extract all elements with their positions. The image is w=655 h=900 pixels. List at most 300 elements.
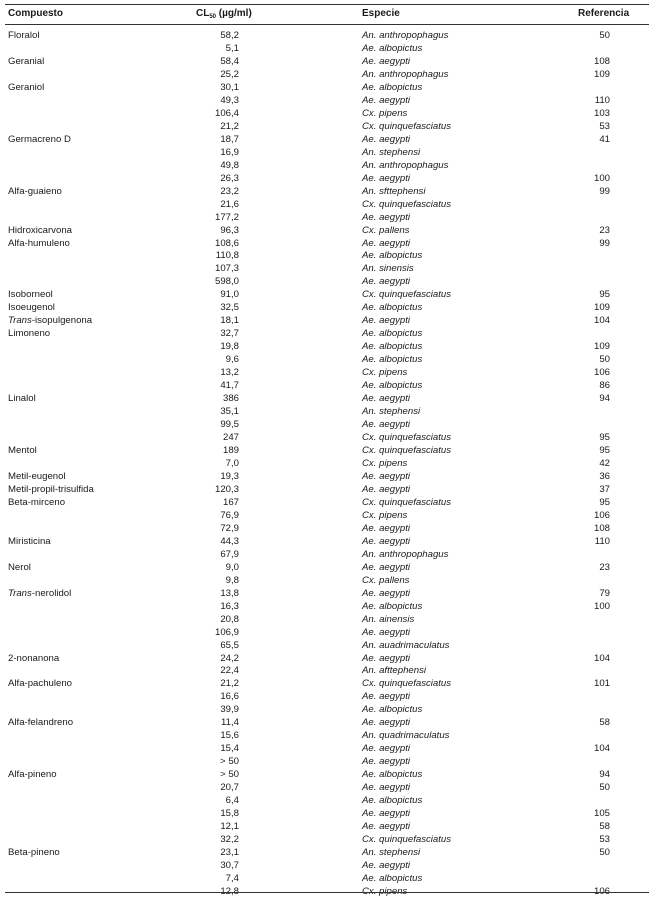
- reference-cell: 108: [593, 522, 610, 534]
- column-header-species: Especie: [362, 8, 400, 19]
- cl50-cell: 20,7: [220, 782, 239, 794]
- cl50-cell: 41,7: [220, 380, 239, 392]
- table-row: [0, 42, 655, 55]
- cl50-cell: 106,9: [214, 626, 239, 638]
- compound-name: Floralol: [8, 30, 40, 41]
- species-cell: Cx. pallens: [362, 224, 410, 236]
- cl50-cell: 12,1: [220, 821, 239, 833]
- cl50-cell: 108,6: [214, 237, 239, 249]
- species-cell: Ae. albopictus: [362, 341, 423, 353]
- reference-cell: 105: [593, 808, 610, 820]
- cl50-cell: 386: [222, 393, 239, 405]
- compound-name: Isoeugenol: [8, 302, 55, 314]
- table-row: [0, 159, 655, 172]
- cl50-cell: 167: [222, 496, 239, 508]
- cl50-cell: 16,9: [220, 146, 239, 158]
- species-cell: Ae. aegypti: [362, 94, 411, 106]
- species-cell: Cx. pipens: [362, 367, 408, 379]
- table-row: [0, 781, 655, 794]
- species-cell: Ae. aegypti: [362, 535, 411, 547]
- species-cell: Ae. aegypti: [362, 211, 411, 223]
- table-row: [0, 768, 655, 781]
- compound-name: Miristicina: [8, 535, 51, 547]
- table-row: [0, 470, 655, 483]
- species-cell: An. anthropophagus: [362, 30, 449, 41]
- table-row: [0, 677, 655, 690]
- cl50-cell: 120,3: [214, 483, 239, 495]
- compound-cell: [8, 846, 60, 859]
- table-row: [0, 185, 655, 198]
- species-cell: Ae. aegypti: [362, 743, 411, 755]
- species-cell: Ae. albopictus: [362, 302, 423, 314]
- cl50-cell: 18,1: [220, 315, 239, 327]
- table-row: [0, 639, 655, 652]
- cl50-cell: 23,1: [220, 847, 239, 859]
- compound-name: Mentol: [8, 445, 37, 456]
- cl50-cell: 598,0: [214, 276, 239, 288]
- cl50-cell: 16,3: [220, 600, 239, 612]
- species-cell: Cx. quinquefasciatus: [362, 289, 452, 301]
- reference-cell: 106: [593, 367, 610, 379]
- cl50-cell: 67,9: [220, 548, 239, 560]
- compound-cell: [8, 768, 57, 781]
- table-row: [0, 172, 655, 185]
- compound-name: Alfa-guaieno: [8, 185, 62, 197]
- compound-name: Geraniol: [8, 81, 45, 93]
- species-cell: Ae. aegypti: [362, 821, 411, 833]
- table-row: [0, 379, 655, 392]
- species-cell: Cx. quinquefasciatus: [362, 120, 452, 132]
- cl-header-unit: (µg/ml): [216, 8, 252, 19]
- species-cell: An. stephensi: [362, 146, 421, 158]
- table-row: [0, 237, 655, 250]
- table-row: [0, 29, 655, 42]
- table-row: [0, 431, 655, 444]
- species-cell: Ae. albopictus: [362, 328, 423, 340]
- compound-name: 2-nonanona: [8, 652, 60, 664]
- species-cell: Ae. albopictus: [362, 81, 423, 93]
- cl50-cell: 24,2: [220, 652, 239, 664]
- compound-cell: [8, 444, 37, 457]
- cl50-cell: 99,5: [220, 419, 239, 431]
- cl50-cell: 177,2: [214, 211, 239, 223]
- cl50-cell: 18,7: [220, 133, 239, 145]
- cl50-cell: 11,4: [221, 717, 239, 729]
- reference-cell: 95: [599, 289, 610, 301]
- compound-name: Beta-mirceno: [8, 496, 66, 508]
- cl50-cell: 65,5: [220, 639, 239, 651]
- table-row: [0, 327, 655, 340]
- reference-cell: 50: [599, 30, 610, 41]
- cl50-cell: > 50: [220, 769, 239, 781]
- table-row: [0, 535, 655, 548]
- compound-cell: [8, 652, 59, 665]
- species-cell: Ae. albopictus: [362, 872, 423, 884]
- cl50-cell: 15,4: [220, 743, 239, 755]
- reference-cell: 42: [599, 457, 610, 469]
- species-cell: An. sinensis: [362, 263, 414, 275]
- cl50-cell: 32,7: [220, 328, 239, 340]
- table-row: [0, 120, 655, 133]
- species-cell: Ae. aegypti: [362, 276, 411, 288]
- cl50-cell: 6,4: [225, 795, 239, 807]
- compound-cell: [8, 81, 44, 94]
- compound-cell: [8, 55, 44, 68]
- table-row: [0, 794, 655, 807]
- species-cell: Cx. quinquefasciatus: [362, 496, 452, 508]
- table-row: [0, 107, 655, 120]
- table-row: [0, 496, 655, 509]
- cl50-cell: 23,2: [220, 185, 239, 197]
- species-cell: Cx. pipens: [362, 107, 408, 119]
- cl50-cell: 107,3: [214, 263, 239, 275]
- cl50-cell: 91,0: [220, 289, 239, 301]
- species-cell: Cx. quinquefasciatus: [362, 432, 452, 444]
- table-row: [0, 275, 655, 288]
- compound-name: Alfa-humuleno: [8, 237, 70, 249]
- compound-cell: [8, 535, 51, 548]
- reference-cell: 36: [599, 470, 610, 482]
- species-cell: An. auadrimaculatus: [362, 639, 450, 651]
- species-cell: An. anthropophagus: [362, 68, 449, 80]
- table-row: [0, 859, 655, 872]
- table-row: [0, 198, 655, 211]
- table-row: [0, 301, 655, 314]
- species-cell: An. ainensis: [362, 613, 415, 625]
- species-cell: Ae. aegypti: [362, 626, 411, 638]
- species-cell: Ae. aegypti: [362, 691, 411, 703]
- cl50-cell: 26,3: [220, 172, 239, 184]
- reference-cell: 109: [593, 341, 610, 353]
- species-cell: An. anthropophagus: [362, 548, 449, 560]
- table-row: [0, 807, 655, 820]
- species-cell: Cx. quinquefasciatus: [362, 198, 452, 210]
- species-cell: Ae. aegypti: [362, 470, 411, 482]
- cl50-cell: 44,3: [220, 535, 239, 547]
- table-body: [0, 29, 655, 898]
- table-row: [0, 81, 655, 94]
- table-row: [0, 574, 655, 587]
- cl50-cell: 19,8: [220, 341, 239, 353]
- cl50-cell: 9,8: [225, 574, 239, 586]
- table-top-rule: [5, 4, 649, 5]
- compound-cell: [8, 496, 65, 509]
- species-cell: Ae. albopictus: [362, 42, 423, 54]
- species-cell: Ae. aegypti: [362, 652, 411, 664]
- species-cell: Ae. aegypti: [362, 419, 411, 431]
- compound-name: Beta-pineno: [8, 847, 60, 859]
- compound-name: Isoborneol: [8, 289, 53, 301]
- species-cell: Ae. aegypti: [362, 717, 411, 729]
- species-cell: Ae. aegypti: [362, 561, 411, 573]
- cl50-cell: 58,4: [220, 55, 239, 67]
- reference-cell: 104: [593, 652, 610, 664]
- compound-name: Germacreno D: [8, 133, 71, 145]
- compound-name: -isopulgenona: [31, 315, 93, 327]
- compound-cell: [8, 29, 39, 42]
- reference-cell: 95: [599, 445, 610, 456]
- compound-name: Alfa-pachuleno: [8, 678, 73, 690]
- compound-cell: [8, 677, 72, 690]
- cl50-cell: 13,8: [220, 587, 239, 599]
- reference-cell: 37: [599, 483, 610, 495]
- reference-cell: 79: [599, 587, 610, 599]
- reference-cell: 50: [599, 847, 610, 859]
- cl-header-subscript: 50: [209, 14, 217, 20]
- reference-cell: 106: [593, 509, 610, 521]
- cl50-cell: 49,8: [220, 159, 239, 171]
- cl50-cell: 189: [222, 445, 239, 456]
- table-row: [0, 146, 655, 159]
- cl50-cell: 25,2: [220, 68, 239, 80]
- cl50-cell: 30,7: [220, 860, 239, 871]
- compound-cell: [8, 716, 73, 729]
- cl50-cell: 58,2: [220, 30, 239, 41]
- cl50-cell: 32,5: [220, 302, 239, 314]
- table-row: [0, 587, 655, 600]
- table-row: [0, 613, 655, 626]
- table-row: [0, 729, 655, 742]
- cl50-cell: 15,6: [220, 730, 239, 742]
- reference-cell: 86: [599, 380, 610, 392]
- reference-cell: 50: [599, 782, 610, 794]
- cl50-cell: 21,2: [220, 120, 239, 132]
- table-row: [0, 392, 655, 405]
- species-cell: An. sfttephensi: [362, 185, 426, 197]
- cl50-cell: 15,8: [220, 808, 239, 820]
- species-cell: Ae. aegypti: [362, 315, 411, 327]
- compound-cell: [8, 237, 70, 250]
- cl-header-main: CL: [196, 8, 210, 19]
- table-row: [0, 755, 655, 768]
- column-header-cl50: [196, 8, 252, 20]
- reference-cell: 109: [593, 302, 610, 314]
- column-header-reference: Referencia: [578, 8, 630, 19]
- compound-name: Alfa-pineno: [8, 769, 57, 781]
- species-cell: Ae. aegypti: [362, 587, 411, 599]
- reference-cell: 58: [599, 821, 610, 833]
- column-header-compound: Compuesto: [8, 8, 63, 19]
- reference-cell: 94: [599, 769, 610, 781]
- species-cell: An. stephensi: [362, 847, 421, 859]
- species-cell: Ae. albopictus: [362, 704, 423, 716]
- compound-prefix-italic: Trans: [8, 587, 32, 599]
- cl50-cell: 5,1: [225, 42, 239, 54]
- table-row: [0, 548, 655, 561]
- species-cell: Cx. pipens: [362, 509, 408, 521]
- compound-name: -nerolidol: [31, 587, 72, 599]
- compound-name: Metil-eugenol: [8, 470, 66, 482]
- table-row: [0, 133, 655, 146]
- species-cell: An. quadrimaculatus: [362, 730, 450, 742]
- cl50-cell: 110,8: [215, 250, 239, 262]
- table-row: [0, 522, 655, 535]
- cl50-cell: 19,3: [220, 470, 239, 482]
- cl50-cell: 106,4: [214, 107, 239, 119]
- table-row: [0, 561, 655, 574]
- cl50-cell: 49,3: [220, 94, 239, 106]
- species-cell: Cx. quinquefasciatus: [362, 834, 452, 846]
- table-header-rule: [5, 24, 649, 25]
- table-row: [0, 820, 655, 833]
- cl50-cell: 13,2: [220, 367, 239, 379]
- reference-cell: 104: [593, 743, 610, 755]
- cl50-cell: 76,9: [220, 509, 239, 521]
- compound-cell: [8, 327, 50, 340]
- table-row: [0, 314, 655, 327]
- species-cell: Ae. aegypti: [362, 483, 411, 495]
- species-cell: Ae. albopictus: [362, 354, 423, 366]
- table-row: [0, 457, 655, 470]
- table-row: [0, 262, 655, 275]
- species-cell: Ae. albopictus: [362, 250, 423, 262]
- table-row: [0, 366, 655, 379]
- reference-cell: 109: [593, 68, 610, 80]
- reference-cell: 106: [593, 885, 610, 897]
- table-row: [0, 55, 655, 68]
- cl50-cell: > 50: [220, 756, 239, 768]
- compound-name: Limoneno: [8, 328, 51, 340]
- species-cell: Ae. albopictus: [362, 380, 423, 392]
- table-row: [0, 224, 655, 237]
- cl50-cell: 35,1: [220, 406, 239, 418]
- table-row: [0, 846, 655, 859]
- cl50-cell: 22,4: [220, 665, 239, 677]
- reference-cell: 23: [599, 561, 610, 573]
- species-cell: Cx. quinquefasciatus: [362, 445, 452, 456]
- compound-name: Hidroxicarvona: [8, 224, 72, 236]
- reference-cell: 58: [599, 717, 610, 729]
- table-row: [0, 872, 655, 885]
- cl50-cell: 32,2: [220, 834, 239, 846]
- species-cell: Ae. aegypti: [362, 782, 411, 794]
- species-cell: Cx. pipens: [362, 457, 408, 469]
- reference-cell: 100: [593, 172, 610, 184]
- compound-cell: [8, 587, 71, 600]
- table-row: [0, 405, 655, 418]
- table-row: [0, 664, 655, 677]
- species-cell: Ae. aegypti: [362, 393, 411, 405]
- cl50-cell: 9,0: [225, 561, 239, 573]
- compound-cell: [8, 392, 36, 405]
- cl50-cell: 7,4: [225, 872, 239, 884]
- table-row: [0, 716, 655, 729]
- species-cell: Ae. aegypti: [362, 860, 411, 871]
- table-row: [0, 249, 655, 262]
- reference-cell: 100: [593, 600, 610, 612]
- species-cell: Ae. aegypti: [362, 808, 411, 820]
- compound-cell: [8, 224, 72, 237]
- cl50-cell: 39,9: [220, 704, 239, 716]
- reference-cell: 103: [593, 107, 610, 119]
- compound-cell: [8, 288, 53, 301]
- table-row: [0, 703, 655, 716]
- reference-cell: 110: [594, 94, 610, 106]
- compound-cell: [8, 561, 31, 574]
- cl50-cell: 16,6: [220, 691, 239, 703]
- compound-prefix-italic: Trans: [8, 315, 32, 327]
- table-row: [0, 418, 655, 431]
- cl50-cell: 9,6: [225, 354, 239, 366]
- species-cell: Ae. albopictus: [362, 769, 423, 781]
- species-cell: Ae. aegypti: [362, 756, 411, 768]
- species-cell: Ae. aegypti: [362, 172, 411, 184]
- species-cell: An. afttephensi: [362, 665, 427, 677]
- reference-cell: 95: [599, 496, 610, 508]
- species-cell: Cx. pipens: [362, 885, 408, 897]
- species-cell: Ae. aegypti: [362, 133, 411, 145]
- table-bottom-rule: [5, 892, 649, 893]
- cl50-cell: 247: [222, 432, 239, 444]
- compound-cell: [8, 185, 62, 198]
- reference-cell: 41: [599, 133, 610, 145]
- cl50-cell: 20,8: [220, 613, 239, 625]
- compound-name: Geranial: [8, 55, 45, 67]
- table-row: [0, 833, 655, 846]
- table-row: [0, 211, 655, 224]
- cl50-cell: 21,2: [220, 678, 239, 690]
- cl50-cell: 72,9: [220, 522, 239, 534]
- reference-cell: 110: [594, 535, 610, 547]
- species-cell: Ae. aegypti: [362, 522, 411, 534]
- table-row: [0, 600, 655, 613]
- reference-cell: 50: [599, 354, 610, 366]
- species-cell: An. anthropophagus: [362, 159, 449, 171]
- compound-cell: [8, 301, 55, 314]
- cl50-cell: 96,3: [220, 224, 239, 236]
- reference-cell: 108: [593, 55, 610, 67]
- compound-cell: [8, 483, 94, 496]
- compound-cell: [8, 133, 71, 146]
- compound-cell: [8, 470, 66, 483]
- species-cell: Ae. aegypti: [362, 237, 411, 249]
- reference-cell: 104: [593, 315, 610, 327]
- compound-name: Nerol: [8, 561, 31, 573]
- compound-cell: [8, 314, 92, 327]
- table-row: [0, 742, 655, 755]
- species-cell: Ae. aegypti: [362, 55, 411, 67]
- compound-name: Metil-propil-trisulfida: [8, 483, 94, 495]
- species-cell: Ae. albopictus: [362, 600, 423, 612]
- table-row: [0, 509, 655, 522]
- table-row: [0, 353, 655, 366]
- species-cell: Cx. pallens: [362, 574, 410, 586]
- reference-cell: 99: [599, 237, 610, 249]
- species-cell: An. stephensi: [362, 406, 421, 418]
- reference-cell: 23: [599, 224, 610, 236]
- compound-name: Linalol: [8, 393, 36, 405]
- table-row: [0, 483, 655, 496]
- cl50-cell: 30,1: [220, 81, 239, 93]
- reference-cell: 95: [599, 432, 610, 444]
- table-row: [0, 690, 655, 703]
- table-row: [0, 68, 655, 81]
- table-row: [0, 94, 655, 107]
- table-row: [0, 626, 655, 639]
- compound-name: Alfa-felandreno: [8, 717, 74, 729]
- table-row: [0, 652, 655, 665]
- table-row: [0, 288, 655, 301]
- table-row: [0, 340, 655, 353]
- cl50-cell: 21,6: [220, 198, 239, 210]
- table-row: [0, 444, 655, 457]
- reference-cell: 53: [599, 834, 610, 846]
- reference-cell: 99: [599, 185, 610, 197]
- species-cell: Cx. quinquefasciatus: [362, 678, 452, 690]
- cl50-cell: 12,8: [220, 885, 239, 897]
- reference-cell: 94: [599, 393, 610, 405]
- species-cell: Ae. albopictus: [362, 795, 423, 807]
